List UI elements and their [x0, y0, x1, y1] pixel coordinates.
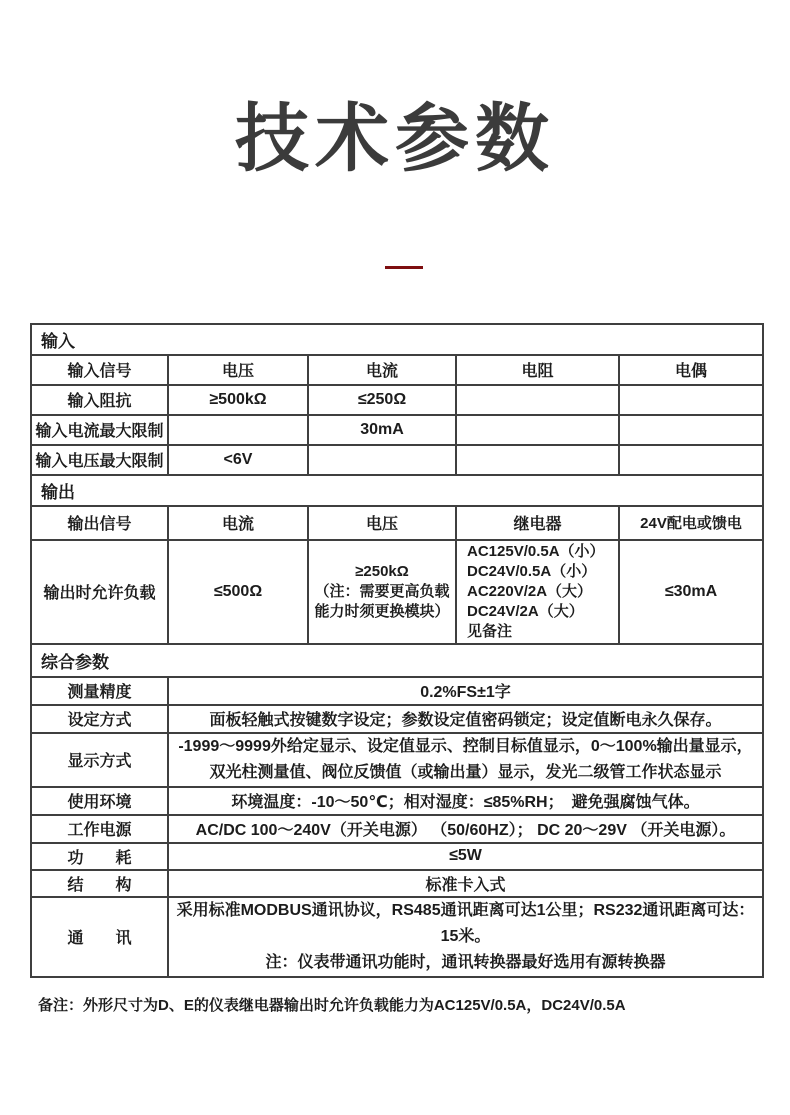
general-row-label: 结 构: [31, 870, 168, 897]
input-impedance-current: ≤250Ω: [308, 385, 456, 415]
output-load-voltage-line: ≥250kΩ: [355, 562, 409, 580]
output-signal-row: [31, 506, 763, 540]
output-signal-feed: 24V配电或馈电: [619, 506, 763, 540]
row-display-method: [31, 733, 763, 787]
input-signal-voltage: 电压: [168, 355, 308, 385]
output-signal-current: 电流: [168, 506, 308, 540]
general-row-value: ≤5W: [168, 843, 763, 870]
row-power-supply: [31, 815, 763, 843]
general-row-value-line: 双光柱测量值、阀位反馈值（或输出量）显示，发光二级管工作状态显示: [209, 763, 722, 781]
empty-cell: [168, 415, 308, 445]
row-structure: [31, 870, 763, 897]
input-max-current-label: 输入电流最大限制: [31, 415, 168, 445]
input-impedance-row: [31, 385, 763, 415]
input-section-header-row: [31, 324, 763, 355]
empty-cell: [456, 385, 619, 415]
empty-cell: [456, 445, 619, 475]
page-title: 技术参数: [235, 97, 555, 180]
general-row-value-line: -1999～9999外给定显示、设定值显示、控制目标值显示，0～100%输出量显示，: [178, 737, 753, 755]
input-impedance-voltage: ≥500kΩ: [168, 385, 308, 415]
general-row-label: 通 讯: [31, 897, 168, 977]
input-signal-thermocouple: 电偶: [619, 355, 763, 385]
output-load-voltage-line: 能力时须更换模块）: [314, 602, 450, 620]
output-signal-label: 输出信号: [31, 506, 168, 540]
general-row-label: 使用环境: [31, 787, 168, 815]
general-row-label: 功 耗: [31, 843, 168, 870]
output-load-voltage-line: （注：需要更高负载: [314, 582, 450, 600]
input-signal-row: [31, 355, 763, 385]
input-max-voltage-value: <6V: [168, 445, 308, 475]
input-section-title: 输入: [31, 324, 763, 355]
output-load-current: ≤500Ω: [168, 540, 308, 644]
output-load-voltage-cell: [308, 540, 456, 644]
empty-cell: [619, 415, 763, 445]
general-row-label: 显示方式: [31, 733, 168, 787]
output-load-relay-line: 见备注: [467, 622, 513, 640]
input-signal-resistance: 电阻: [456, 355, 619, 385]
general-row-value-line: 注：仪表带通讯功能时，通讯转换器最好选用有源转换器: [265, 953, 666, 971]
input-signal-current: 电流: [308, 355, 456, 385]
input-max-current-row: [31, 415, 763, 445]
spec-table: [30, 323, 764, 978]
footnote: 备注：外形尺寸为D、E的仪表继电器输出时允许负载能力为AC125V/0.5A，DC24V/0.5A: [38, 996, 626, 1014]
row-setting-method: [31, 705, 763, 733]
output-load-relay-line: AC220V/2A（大）: [467, 582, 593, 600]
output-signal-voltage: 电压: [308, 506, 456, 540]
output-load-relay-line: DC24V/2A（大）: [467, 602, 584, 620]
output-load-relay-cell: [456, 540, 619, 644]
row-power-consumption: [31, 843, 763, 870]
title-divider-line: [385, 266, 423, 269]
general-row-value: [168, 897, 763, 977]
output-load-label: 输出时允许负载: [31, 540, 168, 644]
input-signal-label: 输入信号: [31, 355, 168, 385]
general-row-value: 环境温度：-10～50℃；相对湿度：≤85%RH； 避免强腐蚀气体。: [168, 787, 763, 815]
general-row-value: [168, 733, 763, 787]
general-section-title: 综合参数: [31, 644, 763, 677]
input-max-current-value: 30mA: [308, 415, 456, 445]
output-section-header-row: [31, 475, 763, 506]
output-section-title: 输出: [31, 475, 763, 506]
general-row-value: 面板轻触式按键数字设定；参数设定值密码锁定；设定值断电永久保存。: [168, 705, 763, 733]
empty-cell: [619, 385, 763, 415]
output-load-row: [31, 540, 763, 644]
general-row-value: 标准卡入式: [168, 870, 763, 897]
empty-cell: [456, 415, 619, 445]
general-row-label: 工作电源: [31, 815, 168, 843]
empty-cell: [619, 445, 763, 475]
general-section-header-row: [31, 644, 763, 677]
general-row-value: 0.2%FS±1字: [168, 677, 763, 705]
output-load-relay-line: AC125V/0.5A（小）: [467, 542, 605, 560]
input-max-voltage-label: 输入电压最大限制: [31, 445, 168, 475]
row-measurement-accuracy: [31, 677, 763, 705]
input-max-voltage-row: [31, 445, 763, 475]
general-row-label: 设定方式: [31, 705, 168, 733]
output-load-relay-line: DC24V/0.5A（小）: [467, 562, 597, 580]
output-load-feed: ≤30mA: [619, 540, 763, 644]
empty-cell: [308, 445, 456, 475]
row-communication: [31, 897, 763, 977]
general-row-value: AC/DC 100～240V（开关电源） （50/60HZ）； DC 20～29V （开关电源）。: [168, 815, 763, 843]
row-operating-environment: [31, 787, 763, 815]
general-row-value-line: 采用标准MODBUS通讯协议，RS485通讯距离可达1公里；RS232通讯距离可达：15米。: [176, 901, 755, 945]
input-impedance-label: 输入阻抗: [31, 385, 168, 415]
output-signal-relay: 继电器: [456, 506, 619, 540]
general-row-label: 测量精度: [31, 677, 168, 705]
